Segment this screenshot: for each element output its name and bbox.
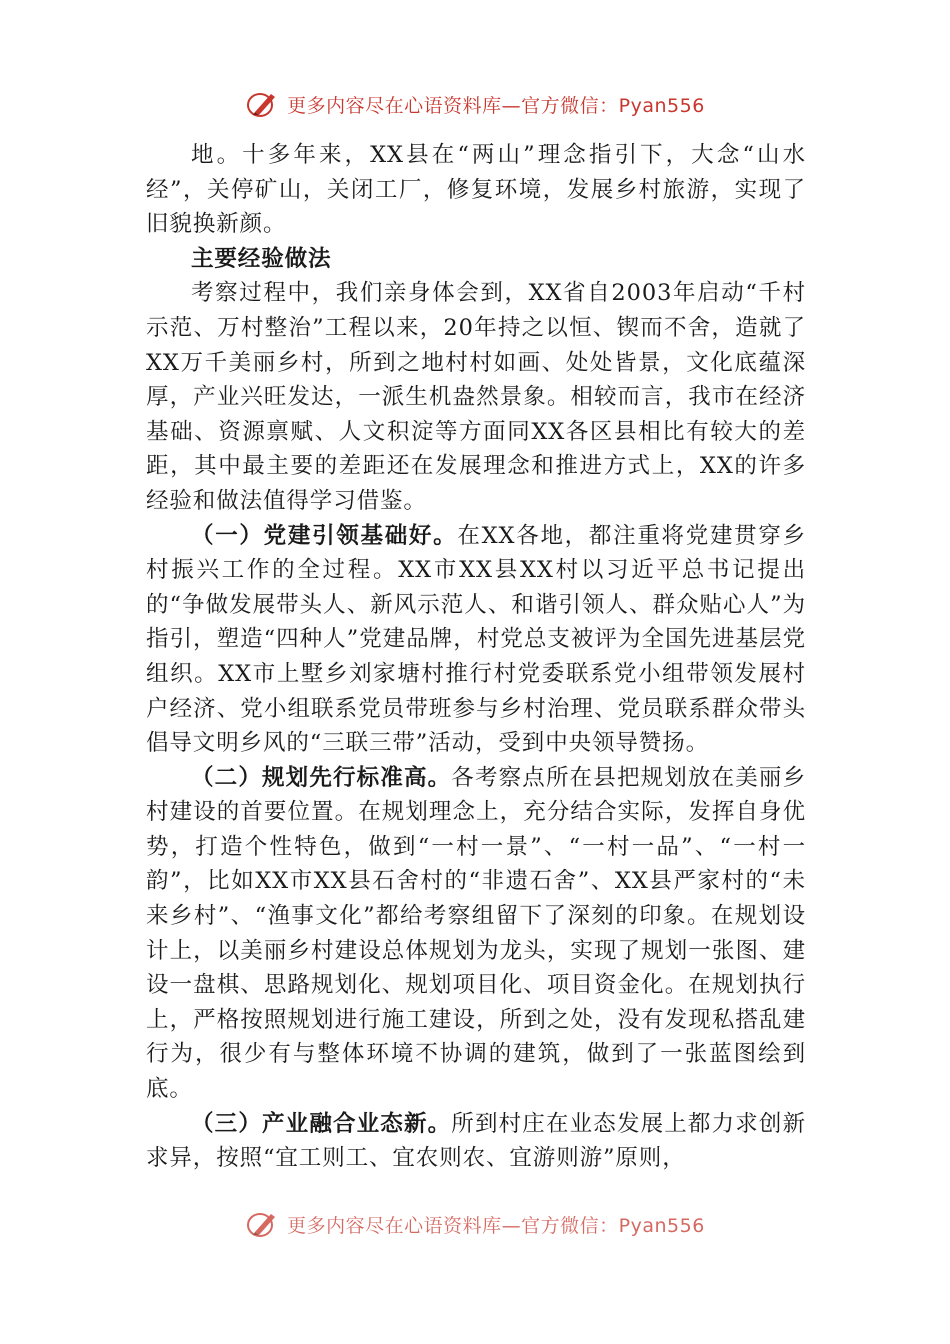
watermark-text-footer: 更多内容尽在心语资料库—官方微信：Pyan556: [287, 1214, 705, 1237]
paragraph-intro-continued: 地。十多年来，XX县在“两山”理念指引下，大念“山水经”，关停矿山，关闭工厂，修复环境，发展乡村旅游，实现了旧貌换新颜。: [146, 142, 806, 238]
pen-logo-icon: [245, 88, 281, 120]
text-planning: 各考察点所在县把规划放在美丽乡村建设的首要位置。在规划理念上，充分结合实际，发挥自身优势，打造个性特色，做到“一村一景”、“一村一品”、“一村一韵”，比如XX市XX县石舍村的“非遗石舍”、XX县严家村的“未来乡村”、“渔事文化”都给考察组留下了深刻的印象。在规划设计上，以美丽乡村建设总体规划为龙头，实现了规划一张图、建设一盘棋、思路规划化、规划项目化、项目资金化。在规划执行上，严格按照规划进行施工建设，所到之处，没有发现私搭乱建行为，很少有与整体环境不协调的建筑，做到了一张蓝图绘到底。: [146, 764, 806, 1103]
watermark-footer: [0, 1204, 950, 1244]
section-heading: 主要经验做法: [191, 245, 332, 272]
lead-planning: （二）规划先行标准高。: [191, 764, 452, 791]
lead-party-building: （一）党建引领基础好。: [191, 522, 458, 549]
text-party-building: 在XX各地，都注重将党建贯穿乡村振兴工作的全过程。XX市XX县XX村以习近平总书记提出的“争做发展带头人、新风示范人、和谐引领人、群众贴心人”为指引，塑造“四种人”党建品牌，村党总支被评为全国先进基层党组织。XX市上墅乡刘家塘村推行村党委联系党小组带领发展村户经济、党小组联系党员带班参与乡村治理、党员联系群众带头倡导文明乡风的“三联三带”活动，受到中央领导赞扬。: [146, 522, 806, 757]
lead-industry: （三）产业融合业态新。: [191, 1110, 452, 1137]
document-body: [146, 138, 806, 1210]
paragraph-overview: 考察过程中，我们亲身体会到，XX省自2003年启动“千村示范、万村整治”工程以来，20年持之以恒、锲而不舍，造就了XX万千美丽乡村，所到之地村村如画、处处皆景，文化底蕴深厚，产业兴旺发达，一派生机盎然景象。相较而言，我市在经济基础、资源禀赋、人文积淀等方面同XX各区县相比有较大的差距，其中最主要的差距还在发展理念和推进方式上，XX的许多经验和做法值得学习借鉴。: [146, 280, 806, 514]
watermark-header: [0, 84, 950, 124]
pen-logo-icon: [245, 1208, 281, 1240]
paragraph-party-building: [146, 519, 806, 761]
paragraph-industry: [146, 1107, 806, 1176]
watermark-text: 更多内容尽在心语资料库—官方微信：Pyan556: [287, 94, 705, 117]
paragraph-planning: [146, 761, 806, 1107]
text-industry: 所到村庄在业态发展上都力求创新求异，按照“宜工则工、宜农则农、宜游则游”原则，: [146, 1110, 806, 1172]
